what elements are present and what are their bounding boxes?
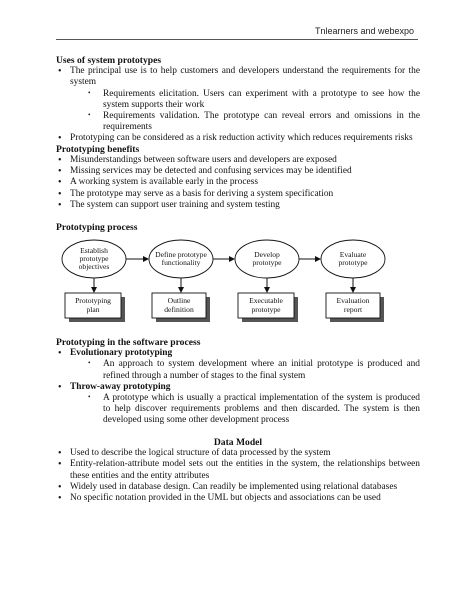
data-model-list: [56, 448, 420, 503]
page-header: [56, 18, 418, 40]
stage-label-4: Evaluate prototype: [338, 249, 368, 268]
uses-bullet-1: The principal use is to help customers and developers understand the requirements for the system: [70, 66, 420, 88]
output-label-2: Outline definition: [164, 296, 194, 314]
prototyping-process-diagram: [56, 237, 420, 329]
software-process-list: [56, 348, 420, 426]
list-item: • Used to describe the logical structure of data processed by the system: [56, 448, 420, 459]
list-item: • The system can support user training and system testing: [56, 200, 420, 211]
list-item: [56, 348, 420, 381]
list-item: • A working system is available early in the process: [56, 177, 420, 188]
process-heading: Prototyping process: [56, 221, 138, 233]
throwaway-sublist: [86, 393, 420, 426]
document-body: [56, 55, 420, 504]
output-label-3: Executable prototype: [249, 296, 283, 314]
list-item: • Widely used in database design. Can readily be implemented using relational databases: [56, 482, 420, 493]
list-item: [56, 66, 420, 133]
stage-label-2: Define prototype functionality: [155, 249, 207, 268]
benefits-list: [56, 155, 420, 210]
evolutionary-sublist: [86, 359, 420, 381]
list-item: • Entity-relation-attribute model sets out the entities in the system, the relationships between these entities and the entity attributes: [56, 459, 420, 481]
uses-sublist: [86, 89, 420, 133]
software-process-heading: Prototyping in the software process: [56, 337, 201, 349]
list-item: [56, 382, 420, 426]
uses-heading: Uses of system prototypes: [56, 55, 162, 66]
data-model-heading: Data Model: [213, 437, 263, 449]
throwaway-title: Throw-away prototyping: [70, 381, 171, 392]
list-item: • Missing services may be detected and confusing services may be identified: [56, 166, 420, 177]
uses-list: [56, 66, 420, 144]
list-item: • The prototype may serve as a basis for deriving a system specification: [56, 189, 420, 200]
stage-label-1: Establish prototype objectives: [78, 245, 110, 272]
list-item: • Requirements elicitation. Users can experiment with a prototype to see how the system supports their work: [86, 89, 420, 111]
list-item: • No specific notation provided in the UML but objects and associations can be used: [56, 493, 420, 504]
output-label-1: Prototyping plan: [75, 296, 111, 314]
list-item: • An approach to system development where an initial prototype is produced and refined through a number of stages to the final system: [86, 359, 420, 381]
list-item: • Prototyping can be considered as a risk reduction activity which reduces requirements risks: [56, 133, 420, 144]
output-label-4: Evaluation report: [336, 296, 370, 314]
evolutionary-title: Evolutionary prototyping: [70, 348, 173, 359]
header-text: Tnlearners and webexpo: [314, 26, 414, 36]
stage-label-3: Develop prototype: [252, 249, 282, 268]
benefits-heading: Prototyping benefits: [56, 143, 140, 155]
list-item: • A prototype which is usually a practical implementation of the system is produced to help discover requirements problems and then discarded. The system is then developed using some other development process: [86, 393, 420, 426]
list-item: • Requirements validation. The prototype can reveal errors and omissions in the requirements: [86, 111, 420, 133]
list-item: • Misunderstandings between software users and developers are exposed: [56, 155, 420, 166]
